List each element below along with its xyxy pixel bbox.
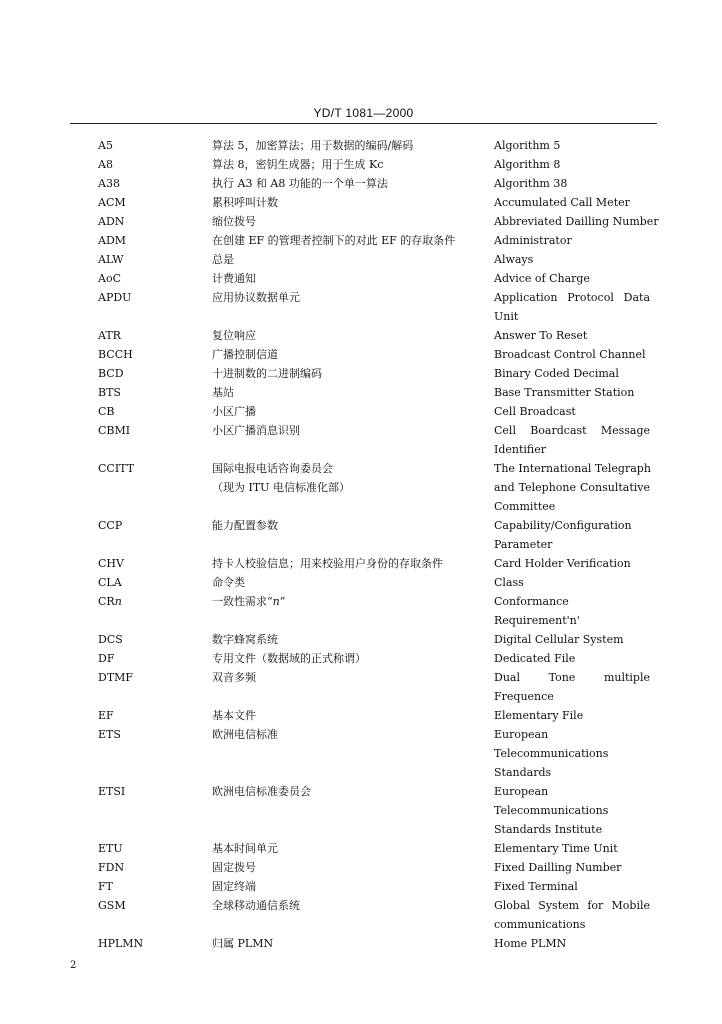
abbreviation-entry — [0, 250, 722, 269]
english-definition-line: Abbreviated Dailling Number — [494, 215, 659, 228]
chinese-definition — [212, 174, 490, 193]
chinese-definition-line: 小区广播消息识别 — [212, 424, 300, 437]
english-definition-line: Telecommunications — [494, 747, 609, 760]
english-definition-line: Parameter — [494, 538, 553, 551]
chinese-definition — [212, 250, 490, 269]
english-definition-line: Requirement'n' — [494, 614, 580, 627]
chinese-definition-line: 基本文件 — [212, 709, 256, 722]
chinese-definition-line: 应用协议数据单元 — [212, 291, 300, 304]
chinese-definition-line: 一致性需求“n” — [212, 595, 286, 608]
english-definition-line: Elementary File — [494, 709, 584, 722]
english-definition — [494, 383, 650, 402]
chinese-definition-line: 全球移动通信系统 — [212, 899, 300, 912]
chinese-definition — [212, 725, 490, 744]
english-definition — [494, 212, 659, 231]
abbreviation-entry — [0, 839, 722, 858]
chinese-definition-line: 累积呼叫计数 — [212, 196, 278, 209]
abbreviation-entry — [0, 592, 722, 630]
chinese-definition-line: 持卡人校验信息；用来校验用户身份的存取条件 — [212, 557, 443, 570]
english-definition-line: European — [494, 785, 549, 798]
chinese-definition — [212, 155, 490, 174]
english-definition-line: Broadcast Control Channel — [494, 348, 646, 361]
english-definition — [494, 516, 650, 554]
english-definition-line: Fixed Terminal — [494, 880, 578, 893]
chinese-definition-line: 专用文件（数据域的正式称谓） — [212, 652, 366, 665]
abbreviation-entry — [0, 782, 722, 839]
english-definition-line: Unit — [494, 310, 519, 323]
english-definition — [494, 725, 650, 782]
chinese-definition-line: 欧洲电信标准 — [212, 728, 278, 741]
abbreviation-entry — [0, 630, 722, 649]
english-definition — [494, 269, 650, 288]
chinese-definition — [212, 649, 490, 668]
chinese-definition-line: 小区广播 — [212, 405, 256, 418]
english-definition-line: Accumulated Call Meter — [494, 196, 630, 209]
chinese-definition-line: 基本时间单元 — [212, 842, 278, 855]
chinese-definition-line: 归属 PLMN — [212, 937, 274, 950]
english-definition-line: Capability/Configuration — [494, 519, 632, 532]
chinese-definition-line: 欧洲电信标准委员会 — [212, 785, 311, 798]
english-definition-line: Advice of Charge — [494, 272, 590, 285]
abbreviation-entry — [0, 896, 722, 934]
abbreviation-entry — [0, 516, 722, 554]
abbreviation-term: CHV — [98, 557, 124, 570]
abbreviation-term: ETU — [98, 842, 123, 855]
abbreviation-term: CBMI — [98, 424, 131, 437]
abbreviation-term: ALW — [98, 253, 124, 266]
abbreviation-entry — [0, 649, 722, 668]
english-definition — [494, 364, 650, 383]
english-definition-line: Standards — [494, 766, 552, 779]
abbreviation-term: CCP — [98, 519, 123, 532]
english-definition-line: European — [494, 728, 549, 741]
abbreviation-term: DTMF — [98, 671, 134, 684]
abbreviation-entry — [0, 459, 722, 516]
english-definition — [494, 155, 650, 174]
english-definition-line: Conformance — [494, 595, 569, 608]
english-definition-line: Base Transmitter Station — [494, 386, 635, 399]
chinese-definition — [212, 592, 490, 611]
english-definition — [494, 934, 650, 953]
chinese-definition — [212, 858, 490, 877]
english-definition — [494, 877, 650, 896]
abbreviation-entry — [0, 421, 722, 459]
english-definition — [494, 839, 650, 858]
english-definition-line: Application Protocol Data — [494, 291, 650, 304]
english-definition-line: Administrator — [494, 234, 572, 247]
english-definition-line: Elementary Time Unit — [494, 842, 618, 855]
english-definition — [494, 136, 650, 155]
english-definition-line: Telecommunications — [494, 804, 609, 817]
english-definition-line: Fixed Dailling Number — [494, 861, 622, 874]
chinese-definition-line: 固定拨号 — [212, 861, 256, 874]
abbreviation-term: ADM — [98, 234, 127, 247]
abbreviation-term: ETS — [98, 728, 121, 741]
abbreviation-term: BCD — [98, 367, 124, 380]
abbreviation-term: CLA — [98, 576, 122, 589]
abbreviation-entry — [0, 383, 722, 402]
chinese-definition — [212, 193, 490, 212]
english-definition-line: Frequence — [494, 690, 554, 703]
chinese-definition — [212, 364, 490, 383]
english-definition — [494, 668, 650, 706]
english-definition — [494, 326, 650, 345]
english-definition-line: Binary Coded Decimal — [494, 367, 619, 380]
english-definition — [494, 573, 650, 592]
chinese-definition-line: 计费通知 — [212, 272, 256, 285]
english-definition-line: Class — [494, 576, 524, 589]
abbreviation-list — [0, 136, 722, 953]
chinese-definition-line: 复位响应 — [212, 329, 256, 342]
chinese-definition-line: 算法 5，加密算法；用于数据的编码/解码 — [212, 139, 414, 152]
english-definition — [494, 421, 650, 459]
english-definition — [494, 174, 650, 193]
chinese-definition — [212, 896, 490, 915]
chinese-definition — [212, 136, 490, 155]
abbreviation-term: EF — [98, 709, 114, 722]
abbreviation-entry — [0, 345, 722, 364]
abbreviation-entry — [0, 402, 722, 421]
abbreviation-entry — [0, 706, 722, 725]
english-definition — [494, 592, 650, 630]
english-definition-line: Digital Cellular System — [494, 633, 624, 646]
english-definition-line: communications — [494, 918, 586, 931]
abbreviation-entry — [0, 573, 722, 592]
chinese-definition-line: 广播控制信道 — [212, 348, 278, 361]
abbreviation-term: CCITT — [98, 462, 135, 475]
chinese-definition — [212, 326, 490, 345]
english-definition-line: Algorithm 38 — [494, 177, 568, 190]
chinese-definition — [212, 630, 490, 649]
english-definition-line: Algorithm 8 — [494, 158, 561, 171]
abbreviation-term: BTS — [98, 386, 121, 399]
english-definition-line: Identifier — [494, 443, 547, 456]
abbreviation-term: A38 — [98, 177, 120, 190]
english-definition-line: Committee — [494, 500, 556, 513]
chinese-definition — [212, 231, 490, 250]
english-definition-line: Cell Broadcast — [494, 405, 576, 418]
abbreviation-entry — [0, 193, 722, 212]
chinese-definition-line: 双音多频 — [212, 671, 256, 684]
header-rule — [70, 123, 657, 124]
chinese-definition — [212, 877, 490, 896]
english-definition-line: Global System for Mobile — [494, 899, 650, 912]
abbreviation-term: APDU — [98, 291, 132, 304]
abbreviation-term: A8 — [98, 158, 113, 171]
abbreviation-term: FT — [98, 880, 113, 893]
chinese-definition-line: 缩位拨号 — [212, 215, 256, 228]
english-definition — [494, 402, 650, 421]
english-definition — [494, 630, 650, 649]
abbreviation-term: AoC — [98, 272, 121, 285]
chinese-definition — [212, 288, 490, 307]
abbreviation-entry — [0, 364, 722, 383]
abbreviation-term: CB — [98, 405, 115, 418]
chinese-definition-line: 执行 A3 和 A8 功能的一个单一算法 — [212, 177, 388, 190]
english-definition — [494, 782, 650, 839]
english-definition — [494, 649, 650, 668]
english-definition-line: Dual Tone multiple — [494, 671, 650, 684]
chinese-definition-line: 能力配置参数 — [212, 519, 278, 532]
english-definition — [494, 193, 650, 212]
abbreviation-entry — [0, 288, 722, 326]
english-definition-line: Algorithm 5 — [494, 139, 561, 152]
chinese-definition — [212, 706, 490, 725]
abbreviation-term: FDN — [98, 861, 125, 874]
abbreviation-term: DF — [98, 652, 115, 665]
abbreviation-entry — [0, 326, 722, 345]
english-definition — [494, 554, 650, 573]
english-definition-line: Home PLMN — [494, 937, 567, 950]
english-definition — [494, 896, 650, 934]
english-definition-line: Always — [494, 253, 534, 266]
abbreviation-term: ADN — [98, 215, 125, 228]
abbreviation-term: HPLMN — [98, 937, 144, 950]
english-definition-line: The International Telegraph — [494, 462, 651, 475]
document-header: YD/T 1081—2000 — [313, 106, 414, 120]
english-definition-line: and Telephone Consultative — [494, 481, 650, 494]
chinese-definition-line: 基站 — [212, 386, 234, 399]
english-definition-line: Answer To Reset — [494, 329, 588, 342]
chinese-definition — [212, 421, 490, 440]
abbreviation-entry — [0, 877, 722, 896]
abbreviation-entry — [0, 934, 722, 953]
english-definition — [494, 459, 650, 516]
abbreviation-entry — [0, 554, 722, 573]
chinese-definition-line: 数字蜂窝系统 — [212, 633, 278, 646]
chinese-definition — [212, 516, 490, 535]
english-definition — [494, 858, 650, 877]
chinese-definition-line: 总是 — [212, 253, 234, 266]
chinese-definition-line: 算法 8，密钥生成器；用于生成 Kc — [212, 158, 384, 171]
abbreviation-term: DCS — [98, 633, 123, 646]
chinese-definition-line: 在创建 EF 的管理者控制下的对此 EF 的存取条件 — [212, 234, 456, 247]
chinese-definition-line: （现为 ITU 电信标准化部） — [212, 481, 350, 494]
abbreviation-entry — [0, 725, 722, 782]
abbreviation-term: ETSI — [98, 785, 126, 798]
abbreviation-term: CRn — [98, 595, 122, 608]
abbreviation-entry — [0, 231, 722, 250]
chinese-definition-line: 固定终端 — [212, 880, 256, 893]
english-definition-line: Dedicated File — [494, 652, 576, 665]
chinese-definition — [212, 839, 490, 858]
chinese-definition — [212, 212, 490, 231]
chinese-definition — [212, 573, 490, 592]
chinese-definition — [212, 668, 490, 687]
english-definition — [494, 231, 650, 250]
abbreviation-entry — [0, 212, 722, 231]
abbreviation-entry — [0, 668, 722, 706]
abbreviation-term: GSM — [98, 899, 126, 912]
english-definition — [494, 345, 650, 364]
chinese-definition — [212, 345, 490, 364]
abbreviation-entry — [0, 174, 722, 193]
english-definition — [494, 288, 650, 326]
abbreviation-term: BCCH — [98, 348, 133, 361]
chinese-definition-line: 命令类 — [212, 576, 245, 589]
abbreviation-entry — [0, 269, 722, 288]
chinese-definition — [212, 554, 490, 573]
abbreviation-entry — [0, 155, 722, 174]
page-number: 2 — [70, 960, 77, 971]
chinese-definition — [212, 934, 490, 953]
chinese-definition — [212, 383, 490, 402]
abbreviation-term: ACM — [98, 196, 126, 209]
chinese-definition — [212, 402, 490, 421]
chinese-definition — [212, 269, 490, 288]
english-definition-line: Card Holder Verification — [494, 557, 631, 570]
abbreviation-term: ATR — [98, 329, 121, 342]
abbreviation-entry — [0, 858, 722, 877]
chinese-definition — [212, 459, 490, 497]
abbreviation-entry — [0, 136, 722, 155]
abbreviation-term: A5 — [98, 139, 113, 152]
english-definition — [494, 706, 650, 725]
chinese-definition-line: 十进制数的二进制编码 — [212, 367, 322, 380]
chinese-definition-line: 国际电报电话咨询委员会 — [212, 462, 333, 475]
english-definition — [494, 250, 650, 269]
english-definition-line: Standards Institute — [494, 823, 603, 836]
chinese-definition — [212, 782, 490, 801]
english-definition-line: Cell Boardcast Message — [494, 424, 650, 437]
